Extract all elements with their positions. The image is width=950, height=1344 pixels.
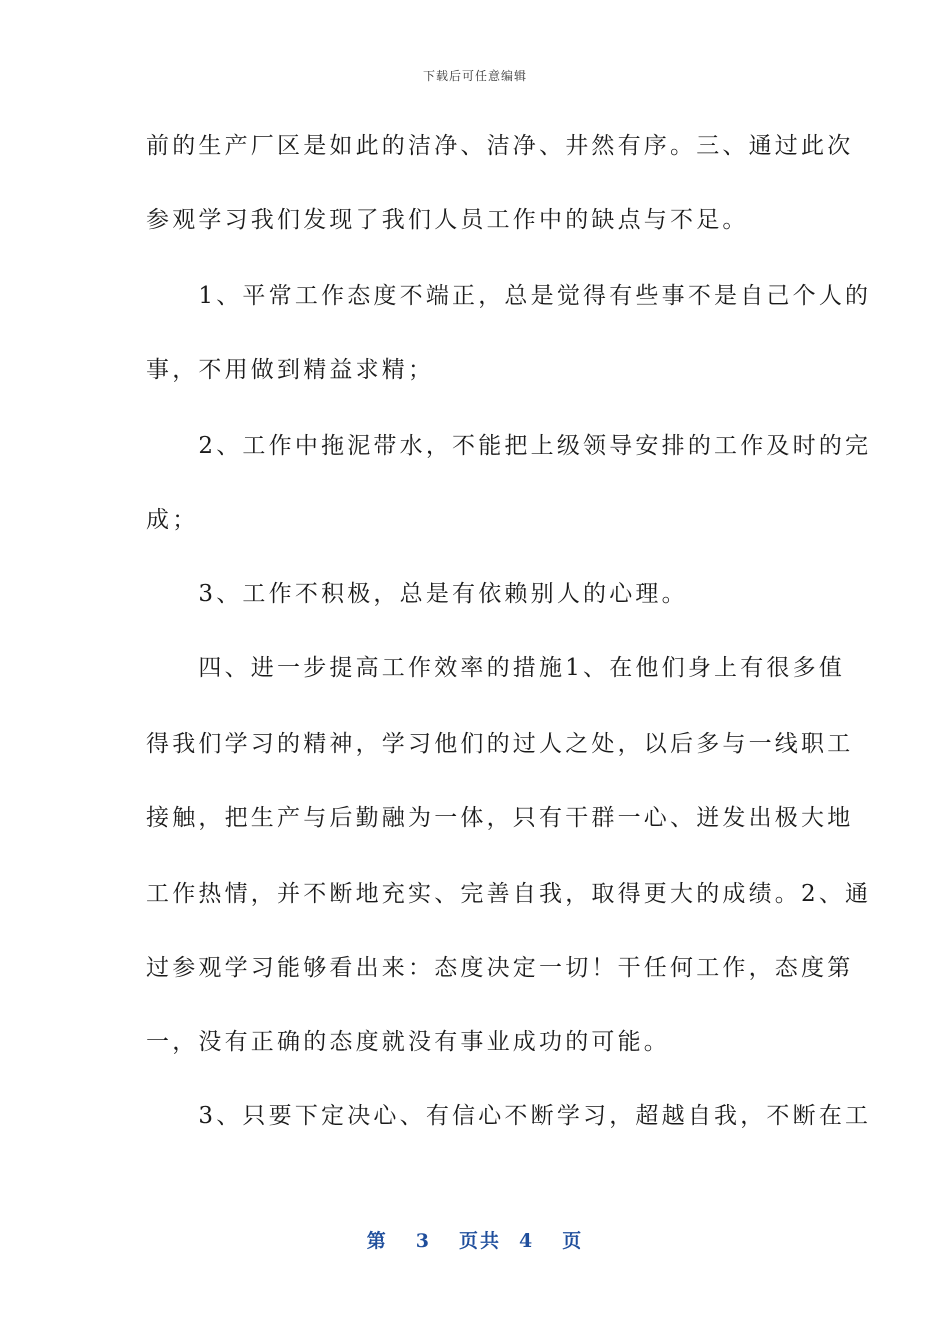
body-line: 成； [146,507,199,533]
body-line: 过参观学习能够看出来：态度决定一切！干任何工作，态度第 [146,955,854,981]
body-line: 3、工作不积极，总是有依赖别人的心理。 [146,581,688,607]
footer-prefix: 第 [366,1230,388,1252]
footer-middle: 页共 [458,1230,501,1252]
body-line: 前的生产厂区是如此的洁净、洁净、井然有序。三、通过此次 [146,133,854,159]
body-line: 工作热情，并不断地充实、完善自我，取得更大的成绩。2、通 [146,881,872,907]
body-line: 得我们学习的精神，学习他们的过人之处，以后多与一线职工 [146,731,854,757]
body-line: 四、进一步提高工作效率的措施1、在他们身上有很多值 [146,655,846,681]
page-header: 下载后可任意编辑 [422,69,527,83]
page-number-footer [0,1226,950,1253]
body-line: 1、平常工作态度不端正，总是觉得有些事不是自己个人的 [146,283,872,309]
footer-total-pages: 4 [519,1230,535,1252]
body-line: 接触，把生产与后勤融为一体，只有干群一心、迸发出极大地 [146,805,854,831]
body-line: 2、工作中拖泥带水，不能把上级领导安排的工作及时的完 [146,433,872,459]
body-line: 参观学习我们发现了我们人员工作中的缺点与不足。 [146,207,749,233]
body-line: 事，不用做到精益求精； [146,357,435,383]
footer-suffix: 页 [562,1230,584,1252]
footer-page-number: 3 [415,1230,431,1252]
body-line: 一，没有正确的态度就没有事业成功的可能。 [146,1029,670,1055]
body-line: 3、只要下定决心、有信心不断学习，超越自我，不断在工 [146,1103,872,1129]
